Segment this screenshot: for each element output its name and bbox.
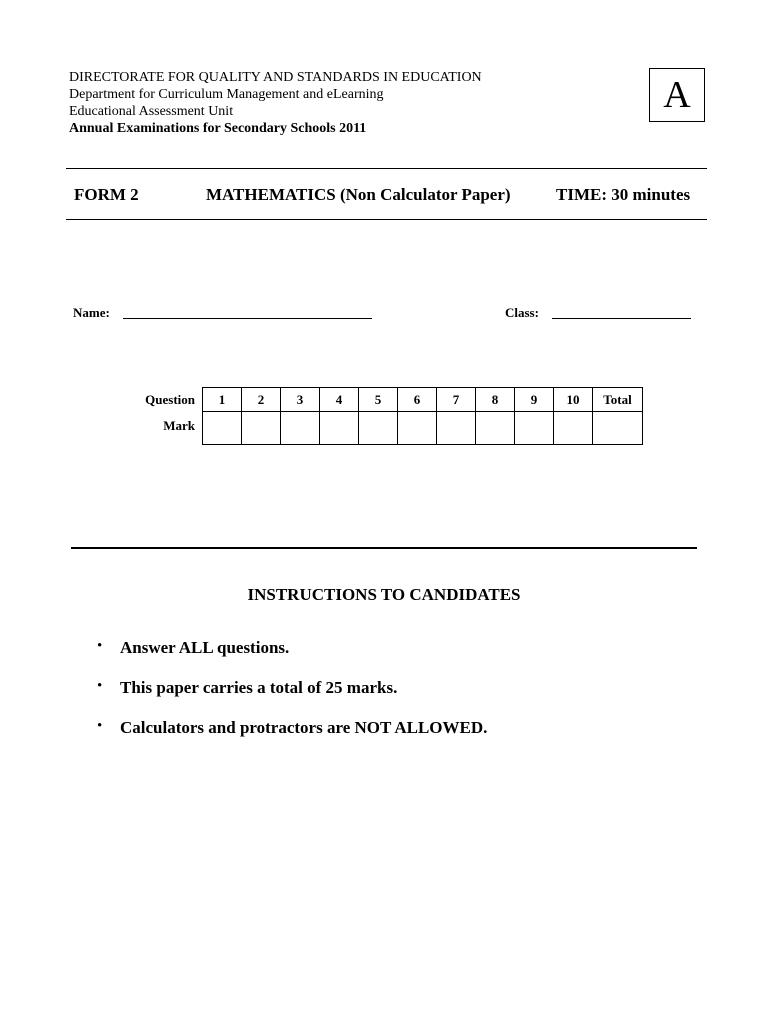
name-field[interactable] (123, 318, 372, 319)
mark-entry-cell[interactable] (281, 412, 320, 445)
time-label: TIME: 30 minutes (556, 185, 691, 204)
exam-title-line: Annual Examinations for Secondary Schools 2011 (69, 121, 367, 136)
mark-entry-cell[interactable] (476, 412, 515, 445)
question-number-cell: 2 (242, 388, 281, 412)
question-row-label: Question (145, 391, 195, 407)
question-number-cell: 8 (476, 388, 515, 412)
instruction-text: Calculators and protractors are NOT ALLOWED. (120, 718, 488, 737)
mark-entry-cell[interactable] (320, 412, 359, 445)
mark-entry-cell[interactable] (515, 412, 554, 445)
marks-table (130, 387, 643, 445)
question-number-cell: 10 (554, 388, 593, 412)
form-label: FORM 2 (74, 185, 139, 204)
department-line: Department for Curriculum Management and eLearning (69, 87, 384, 102)
header-divider-top (66, 168, 707, 169)
header-divider-bottom (66, 219, 707, 220)
subject-label: MATHEMATICS (Non Calculator Paper) (206, 185, 511, 204)
total-mark-cell[interactable] (593, 412, 643, 445)
total-header-cell: Total (593, 388, 643, 412)
directorate-line: DIRECTORATE FOR QUALITY AND STANDARDS IN EDUCATION (69, 70, 482, 85)
mark-entry-cell[interactable] (554, 412, 593, 445)
instructions-title: INSTRUCTIONS TO CANDIDATES (247, 585, 521, 604)
section-divider (71, 547, 697, 549)
question-number-cell: 1 (203, 388, 242, 412)
question-number-cell: 9 (515, 388, 554, 412)
name-label: Name: (73, 305, 110, 320)
class-label: Class: (505, 305, 539, 320)
class-field[interactable] (552, 318, 691, 319)
mark-row (130, 412, 643, 445)
mark-entry-cell[interactable] (242, 412, 281, 445)
instruction-text: This paper carries a total of 25 marks. (120, 678, 398, 697)
bullet-icon: • (97, 718, 103, 734)
unit-line: Educational Assessment Unit (69, 104, 234, 119)
question-number-cell: 7 (437, 388, 476, 412)
question-number-cell: 4 (320, 388, 359, 412)
bullet-icon: • (97, 638, 103, 654)
mark-entry-cell[interactable] (203, 412, 242, 445)
question-number-cell: 3 (281, 388, 320, 412)
mark-row-label: Mark (163, 417, 195, 433)
question-number-cell: 5 (359, 388, 398, 412)
mark-entry-cell[interactable] (437, 412, 476, 445)
mark-entry-cell[interactable] (398, 412, 437, 445)
bullet-icon: • (97, 678, 103, 694)
mark-entry-cell[interactable] (359, 412, 398, 445)
question-number-cell: 6 (398, 388, 437, 412)
instruction-text: Answer ALL questions. (120, 638, 290, 657)
paper-version-box: A (649, 68, 705, 122)
question-row (130, 388, 643, 412)
